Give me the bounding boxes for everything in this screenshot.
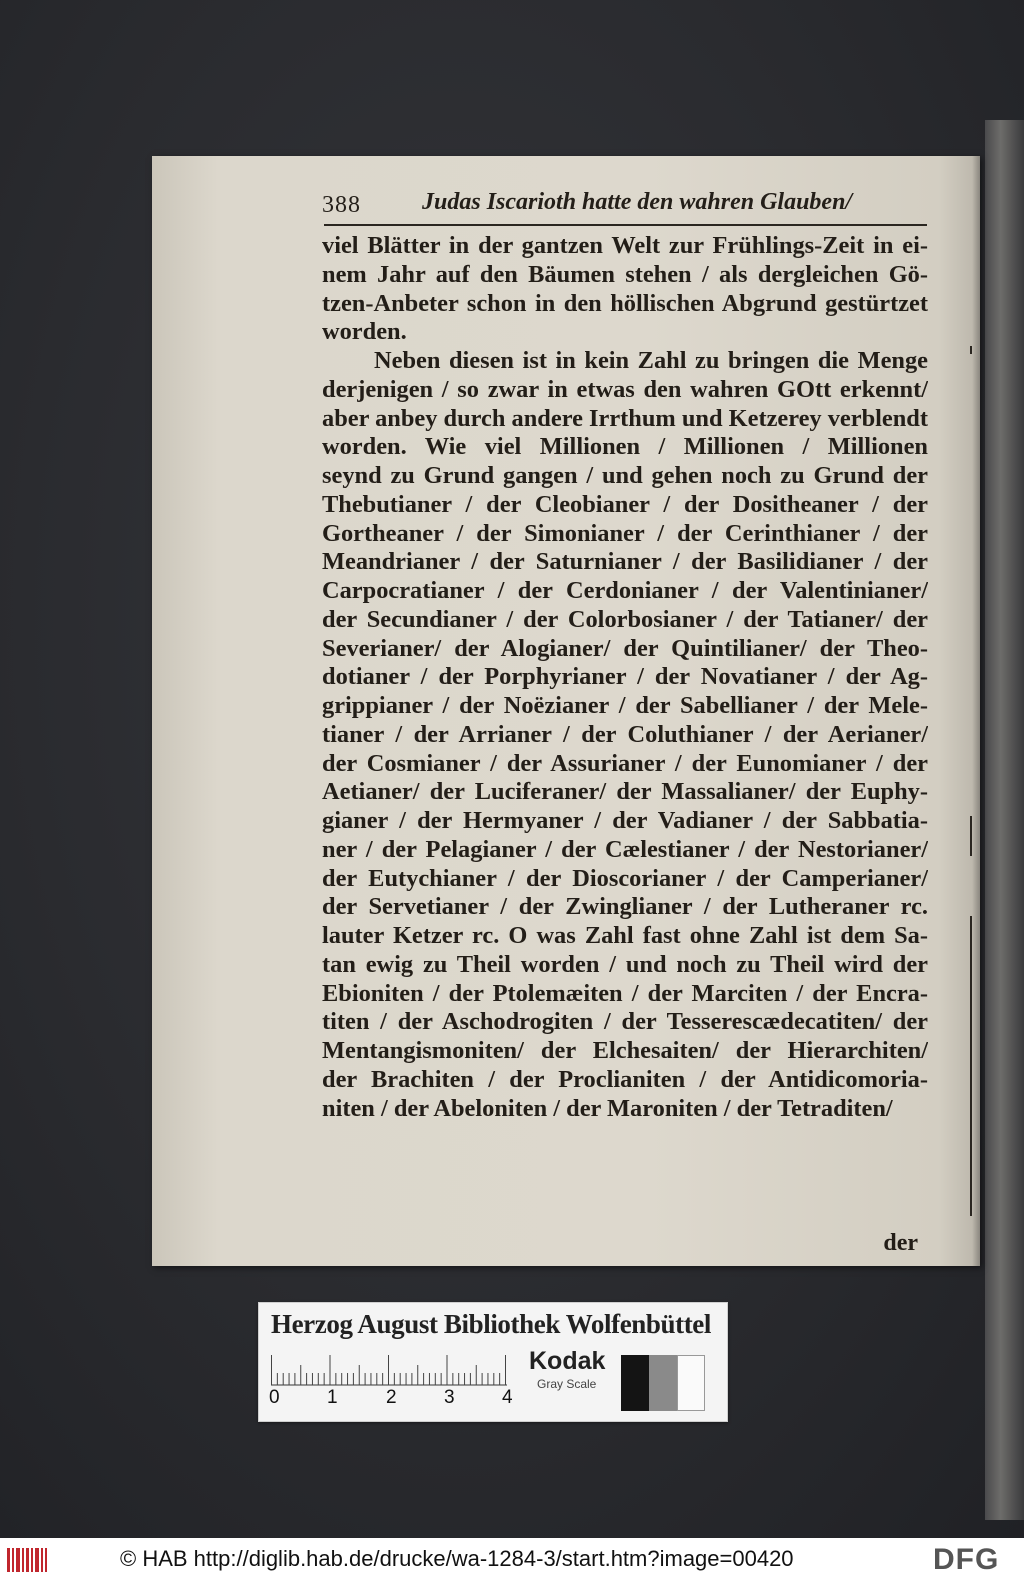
margin-mark: [970, 916, 972, 1216]
text-line: der Brachiten / der Proclianiten / der Antidicomoria-: [322, 1065, 928, 1093]
text-line: lauter Ketzer rc. O was Zahl fast ohne Zahl ist dem Sa-: [322, 922, 928, 949]
footer-bar: [0, 1538, 1024, 1582]
text-line: tianer / der Arrianer / der Coluthianer / der Aerianer/: [322, 720, 928, 748]
ruler-number: 1: [327, 1387, 338, 1408]
text-line: Thebutianer / der Cleobianer / der Dositheaner / der: [322, 490, 928, 518]
gray-scale-label: Gray Scale: [537, 1377, 597, 1391]
body-text: [322, 232, 928, 1123]
text-line: grippianer / der Noëzianer / der Sabellianer / der Mele-: [322, 692, 928, 719]
text-line: der Servetianer / der Zwinglianer / der Lutheraner rc.: [322, 893, 928, 921]
gray-patch-black: [621, 1355, 649, 1411]
ruler-number: 3: [444, 1387, 455, 1408]
text-line: dotianer / der Porphyrianer / der Novatianer / der Ag-: [322, 663, 928, 691]
book-page: [152, 156, 980, 1266]
hab-logo-icon: [6, 1546, 48, 1574]
text-line: aber anbey durch andere Irrthum und Ketzerey verblendt: [322, 404, 928, 432]
text-line: gianer / der Hermyaner / der Vadianer / der Sabbatia-: [322, 807, 928, 834]
ruler-number: 0: [269, 1387, 280, 1408]
text-line: derjenigen / so zwar in etwas den wahren GOtt erkennt/: [322, 375, 928, 403]
ruler-scale: [271, 1355, 507, 1391]
catchword: der: [883, 1230, 918, 1256]
text-line: Ebioniten / der Ptolemæiten / der Marciten / der Encra-: [322, 979, 928, 1007]
text-line: der Secundianer / der Colorbosianer / der Tatianer/ der: [322, 605, 928, 633]
ruler-number: 2: [386, 1387, 397, 1408]
header-rule: [324, 224, 927, 226]
running-head: Judas Iscarioth hatte den wahren Glauben/: [422, 189, 853, 215]
text-line: Gortheaner / der Simonianer / der Cerinthianer / der: [322, 519, 928, 547]
text-line: der Eutychianer / der Dioscorianer / der Camperianer/: [322, 864, 928, 892]
text-line: viel Blätter in der gantzen Welt zur Frühlings-Zeit in ei-: [322, 232, 928, 259]
text-line: Aetianer/ der Luciferaner/ der Massalianer/ der Euphy-: [322, 778, 928, 806]
margin-mark: [970, 816, 972, 856]
text-line: seynd zu Grund gangen / und gehen noch zu Grund der: [322, 462, 928, 489]
text-line: titen / der Aschodrogiten / der Tesserescædecatiten/ der: [322, 1008, 928, 1036]
text-line: Meandrianer / der Saturnianer / der Basilidianer / der: [322, 548, 928, 576]
page-gutter: [972, 156, 980, 1266]
gray-patch-white: [677, 1355, 705, 1411]
card-title: Herzog August Bibliothek Wolfenbüttel: [271, 1309, 711, 1339]
text-line: Mentangismoniten/ der Elchesaiten/ der Hierarchiten/: [322, 1037, 928, 1064]
book-edge: [985, 120, 1024, 1520]
text-line: worden. Wie viel Millionen / Millionen / Millionen: [322, 433, 928, 461]
text-line: der Cosmianer / der Assurianer / der Eunomianer / der: [322, 749, 928, 777]
text-line: nem Jahr auf den Bäumen stehen / als dergleichen Gö-: [322, 260, 928, 288]
copyright-url[interactable]: © HAB http://diglib.hab.de/drucke/wa-1284-3/start.htm?image=00420: [120, 1546, 794, 1571]
dfg-logo: DFG: [933, 1543, 1000, 1576]
margin-mark: [970, 346, 972, 354]
text-line: tan ewig zu Theil worden / und noch zu Theil wird der: [322, 950, 928, 978]
ruler-numbers: [269, 1387, 529, 1411]
page-number: 388: [322, 192, 361, 218]
text-line: tzen-Anbeter schon in den höllischen Abgrund gestürtzet: [322, 289, 928, 317]
text-line: niten / der Abeloniten / der Maroniten / der Tetraditen/: [322, 1094, 893, 1122]
gray-patch-mid: [649, 1355, 677, 1411]
text-line: Carpocratianer / der Cerdonianer / der Valentinianer/: [322, 577, 928, 604]
ruler-number: 4: [502, 1387, 513, 1408]
kodak-logo: Kodak: [529, 1347, 606, 1375]
color-calibration-card: [258, 1302, 728, 1422]
text-line: worden.: [322, 318, 407, 346]
text-line: Severianer/ der Alogianer/ der Quintilianer/ der Theo-: [322, 634, 928, 662]
text-line: Neben diesen ist in kein Zahl zu bringen die Menge: [374, 347, 928, 374]
text-line: ner / der Pelagianer / der Cælestianer / der Nestorianer/: [322, 835, 928, 863]
